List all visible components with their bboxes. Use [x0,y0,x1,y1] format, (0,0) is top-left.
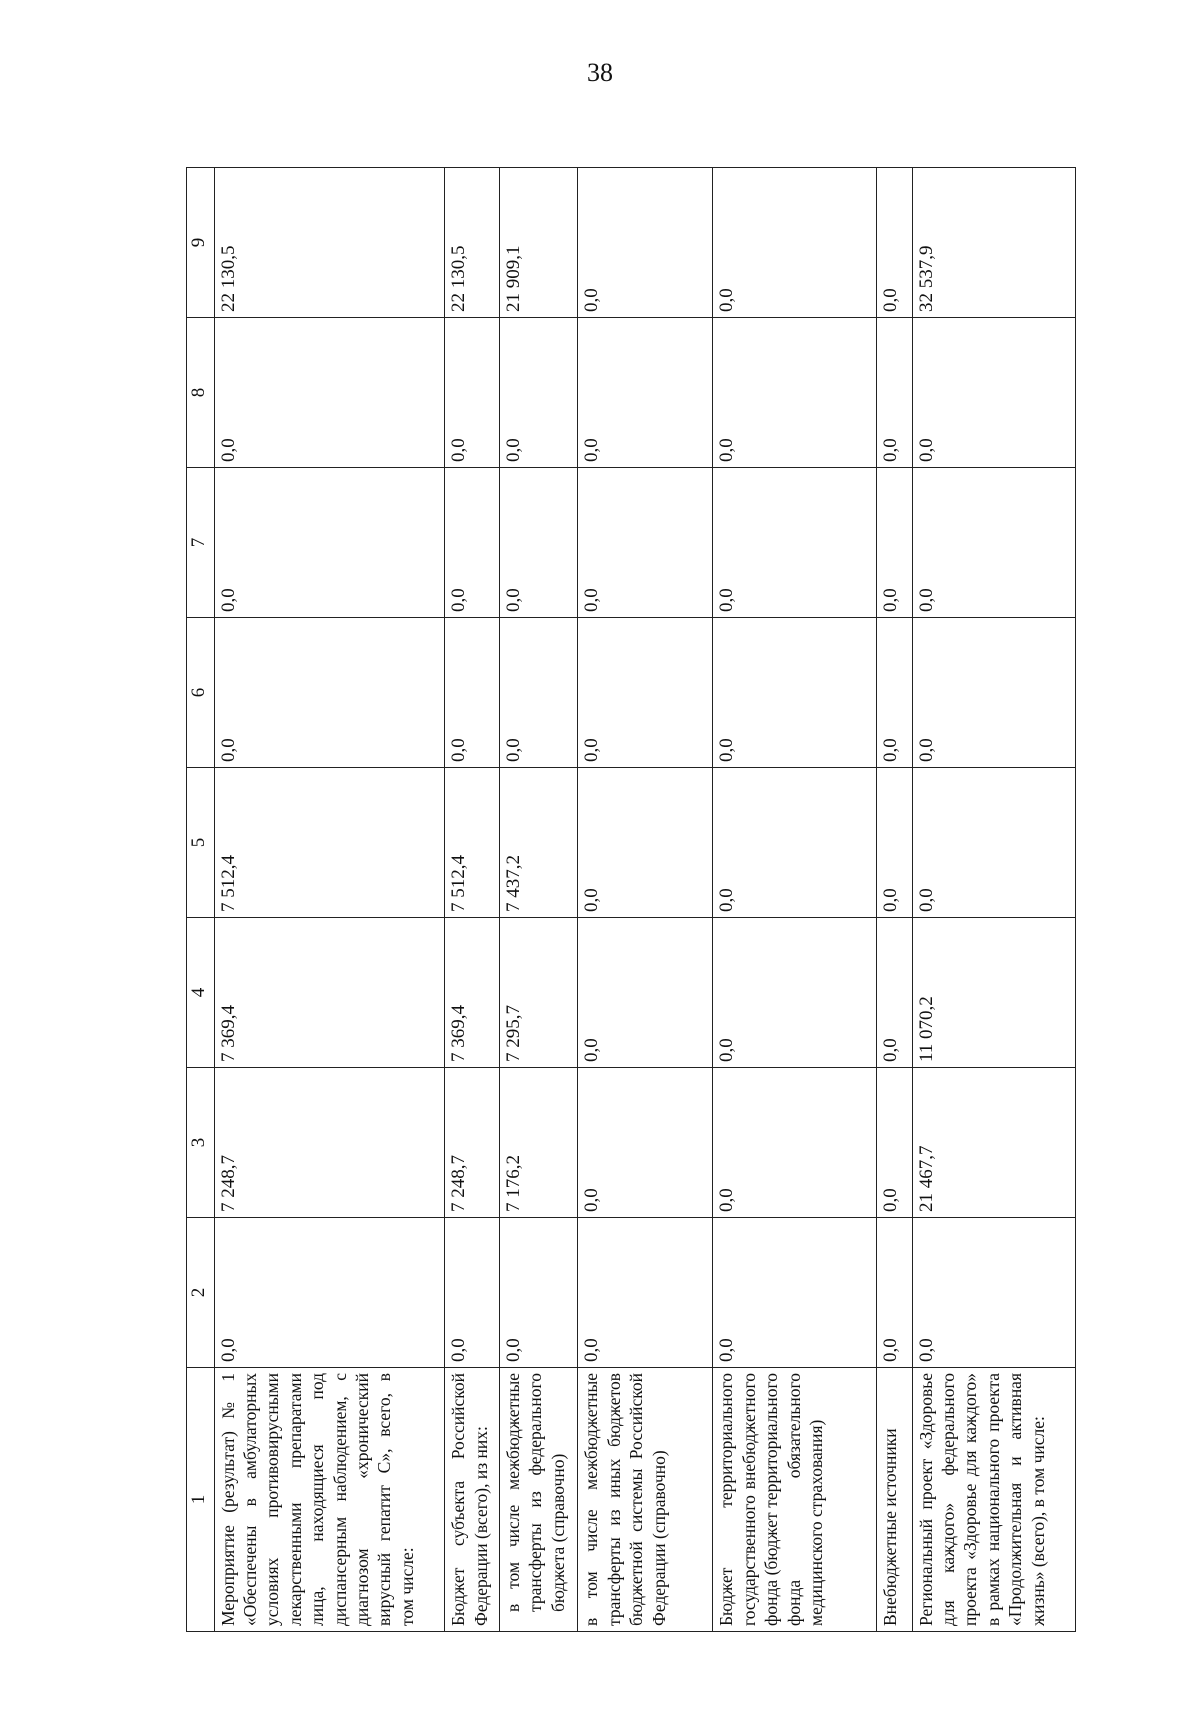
row-label: Региональный проект «Здоровье для каждого» федерального проекта «Здоровье для каждого» в рамках национального проекта «Продолжительная и активная жизнь» (всего), в том числе: [912,1368,1075,1632]
table-row [499,168,578,1632]
table-cell: 0,0 [713,918,876,1068]
column-header: 4 [187,918,215,1068]
table-cell: 0,0 [499,468,578,618]
row-label-text: в том числе межбюджетные трансферты из федерального бюджета (справочно) [502,1373,568,1612]
table-cell: 0,0 [214,618,445,768]
table-cell: 0,0 [445,618,499,768]
column-header: 3 [187,1068,215,1218]
table-cell: 0,0 [876,768,912,918]
row-label: Внебюджетные источники [876,1368,912,1632]
table-cell: 11 070,2 [912,918,1075,1068]
table-cell: 0,0 [912,468,1075,618]
table-cell: 0,0 [214,468,445,618]
table-cell: 0,0 [876,1068,912,1218]
table-row [912,168,1075,1632]
table-cell: 7 369,4 [445,918,499,1068]
table-cell: 7 176,2 [499,1068,578,1218]
table-cell: 7 369,4 [214,918,445,1068]
table-cell: 0,0 [876,468,912,618]
table-cell: 0,0 [713,1218,876,1368]
table-cell: 0,0 [912,618,1075,768]
table-cell: 7 437,2 [499,768,578,918]
table-cell: 0,0 [499,318,578,468]
table-row [713,168,876,1632]
table-cell: 0,0 [578,918,713,1068]
table-row [876,168,912,1632]
table-cell: 0,0 [578,618,713,768]
table-cell: 7 248,7 [445,1068,499,1218]
table-cell: 7 512,4 [214,768,445,918]
table-row [578,168,713,1632]
column-header: 6 [187,618,215,768]
table-cell: 7 512,4 [445,768,499,918]
row-label: Бюджет субъекта Российской Федерации (всего), из них: [445,1368,499,1632]
column-header: 8 [187,318,215,468]
table-cell: 0,0 [713,468,876,618]
table-cell: 0,0 [876,618,912,768]
table-row [214,168,445,1632]
table-cell: 0,0 [713,1068,876,1218]
table-cell: 22 130,5 [214,168,445,318]
row-label [499,1368,578,1632]
table-cell: 21 909,1 [499,168,578,318]
column-header: 5 [187,768,215,918]
table-cell: 0,0 [713,318,876,468]
budget-table [186,167,1076,1632]
table-cell: 0,0 [578,1218,713,1368]
row-label: Бюджет территориального государственного внебюджетного фонда (бюджет территориального фонда обязательного медицинского страхования) [713,1368,876,1632]
table-cell: 0,0 [578,1068,713,1218]
table-cell: 0,0 [876,168,912,318]
table-cell: 0,0 [578,318,713,468]
table-cell: 0,0 [499,1218,578,1368]
table-cell: 0,0 [578,468,713,618]
table-cell: 0,0 [214,1218,445,1368]
column-header: 2 [187,1218,215,1368]
page-number: 38 [587,58,613,87]
table-cell: 32 537,9 [912,168,1075,318]
table-cell: 0,0 [214,318,445,468]
header-row [187,168,215,1632]
table-cell: 21 467,7 [912,1068,1075,1218]
table-cell: 0,0 [713,168,876,318]
table-cell: 0,0 [578,168,713,318]
row-label: Мероприятие (результат) № 1 «Обеспечены в амбулаторных условиях противовирусными лекарственными препаратами лица, находящиеся под диспансерным наблюдением, с диагнозом «хронический вирусный гепатит С», всего, в том числе: [214,1368,445,1632]
table-cell: 0,0 [445,1218,499,1368]
table-cell: 7 295,7 [499,918,578,1068]
table-cell: 0,0 [445,318,499,468]
table-cell: 22 130,5 [445,168,499,318]
table-cell: 0,0 [912,768,1075,918]
table-row [445,168,499,1632]
column-header: 9 [187,168,215,318]
column-header: 7 [187,468,215,618]
column-header: 1 [187,1368,215,1632]
row-label: в том числе межбюджетные трансферты из иных бюджетов бюджетной системы Российской Федерации (справочно) [578,1368,713,1632]
table-cell: 0,0 [876,318,912,468]
table-cell: 0,0 [912,1218,1075,1368]
rotated-table-container [186,168,1076,1632]
table-cell: 0,0 [499,618,578,768]
table-cell: 7 248,7 [214,1068,445,1218]
table-cell: 0,0 [713,768,876,918]
table-cell: 0,0 [578,768,713,918]
table-cell: 0,0 [912,318,1075,468]
table-cell: 0,0 [445,468,499,618]
table-cell: 0,0 [713,618,876,768]
table-cell: 0,0 [876,918,912,1068]
table-cell: 0,0 [876,1218,912,1368]
